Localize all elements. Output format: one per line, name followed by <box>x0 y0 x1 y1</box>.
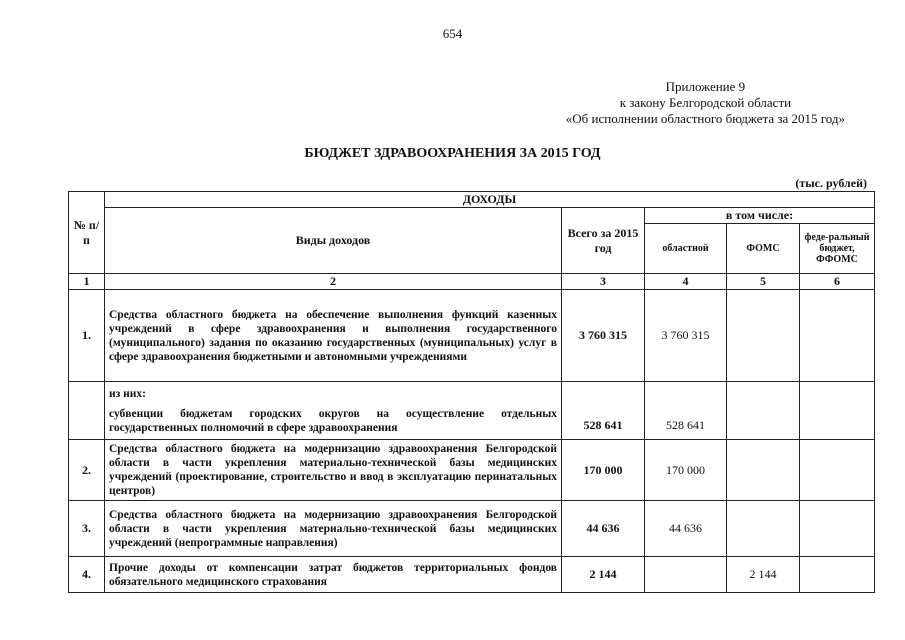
row-total: 2 144 <box>562 557 645 593</box>
row-foms <box>727 382 800 440</box>
header-income: ДОХОДЫ <box>105 192 875 208</box>
table-row <box>69 290 875 382</box>
row-desc: Средства областного бюджета на модернизацию здравоохранения Белгородской области в части укрепления материально-технической базы медицинских учреждений (проектирование, строительство и ввод в эксплуатацию перинатальных центров) <box>105 440 562 501</box>
header-federal: феде-ральный бюджет, ФФОМС <box>800 224 875 274</box>
header-regional: областной <box>645 224 727 274</box>
row-desc-text: субвенции бюджетам городских округов на осуществление отдельных государственных полномочий в сфере здравоохранения <box>109 407 557 434</box>
page-number: 654 <box>442 26 463 41</box>
row-num <box>69 382 105 440</box>
col-number: 5 <box>727 274 800 290</box>
header-total: Всего за 2015 год <box>562 208 645 274</box>
row-num: 2. <box>69 440 105 501</box>
row-num: 1. <box>69 290 105 382</box>
col-number: 6 <box>800 274 875 290</box>
row-total: 3 760 315 <box>562 290 645 382</box>
row-num: 3. <box>69 501 105 557</box>
row-federal <box>800 440 875 501</box>
row-desc <box>105 382 562 440</box>
row-foms: 2 144 <box>727 557 800 593</box>
row-prefix: из них: <box>109 387 146 400</box>
header-including: в том числе: <box>645 208 875 224</box>
row-federal <box>800 290 875 382</box>
table-row <box>69 382 875 440</box>
row-foms <box>727 501 800 557</box>
row-foms <box>727 440 800 501</box>
header-num: № п/п <box>69 192 105 274</box>
table-row <box>69 440 875 501</box>
row-federal <box>800 382 875 440</box>
row-regional <box>645 557 727 593</box>
row-regional: 44 636 <box>645 501 727 557</box>
row-desc: Прочие доходы от компенсации затрат бюджетов территориальных фондов обязательного медицинского страхования <box>105 557 562 593</box>
col-number: 3 <box>562 274 645 290</box>
row-federal <box>800 501 875 557</box>
appendix-note <box>566 79 845 127</box>
row-num: 4. <box>69 557 105 593</box>
document-title: БЮДЖЕТ ЗДРАВООХРАНЕНИЯ ЗА 2015 ГОД <box>304 146 601 161</box>
table-row <box>69 501 875 557</box>
row-desc: Средства областного бюджета на обеспечение выполнения функций казенных учреждений в сфере здравоохранения и выполнения государственного (муниципального) задания по оказанию государственных (муниципальных) услуг в сфере здравоохранения бюджетными и автономными учреждениями <box>105 290 562 382</box>
table-row <box>69 557 875 593</box>
appendix-line-3: «Об исполнении областного бюджета за 2015 год» <box>565 111 845 126</box>
row-desc: Средства областного бюджета на модернизацию здравоохранения Белгородской области в части укрепления материально-технической базы медицинских учреждений (непрограммные направления) <box>105 501 562 557</box>
row-total: 44 636 <box>562 501 645 557</box>
row-regional: 170 000 <box>645 440 727 501</box>
header-types: Виды доходов <box>105 208 562 274</box>
col-number: 2 <box>105 274 562 290</box>
row-regional: 528 641 <box>645 382 727 440</box>
appendix-line-2: к закону Белгородской области <box>619 95 792 110</box>
units-label: (тыс. рублей) <box>795 176 867 190</box>
column-numbers-row <box>69 274 875 290</box>
header-foms: ФОМС <box>727 224 800 274</box>
budget-table <box>68 191 875 593</box>
row-total: 528 641 <box>562 382 645 440</box>
row-total: 170 000 <box>562 440 645 501</box>
row-foms <box>727 290 800 382</box>
col-number: 1 <box>69 274 105 290</box>
appendix-line-1: Приложение 9 <box>665 79 746 94</box>
row-regional: 3 760 315 <box>645 290 727 382</box>
col-number: 4 <box>645 274 727 290</box>
row-federal <box>800 557 875 593</box>
